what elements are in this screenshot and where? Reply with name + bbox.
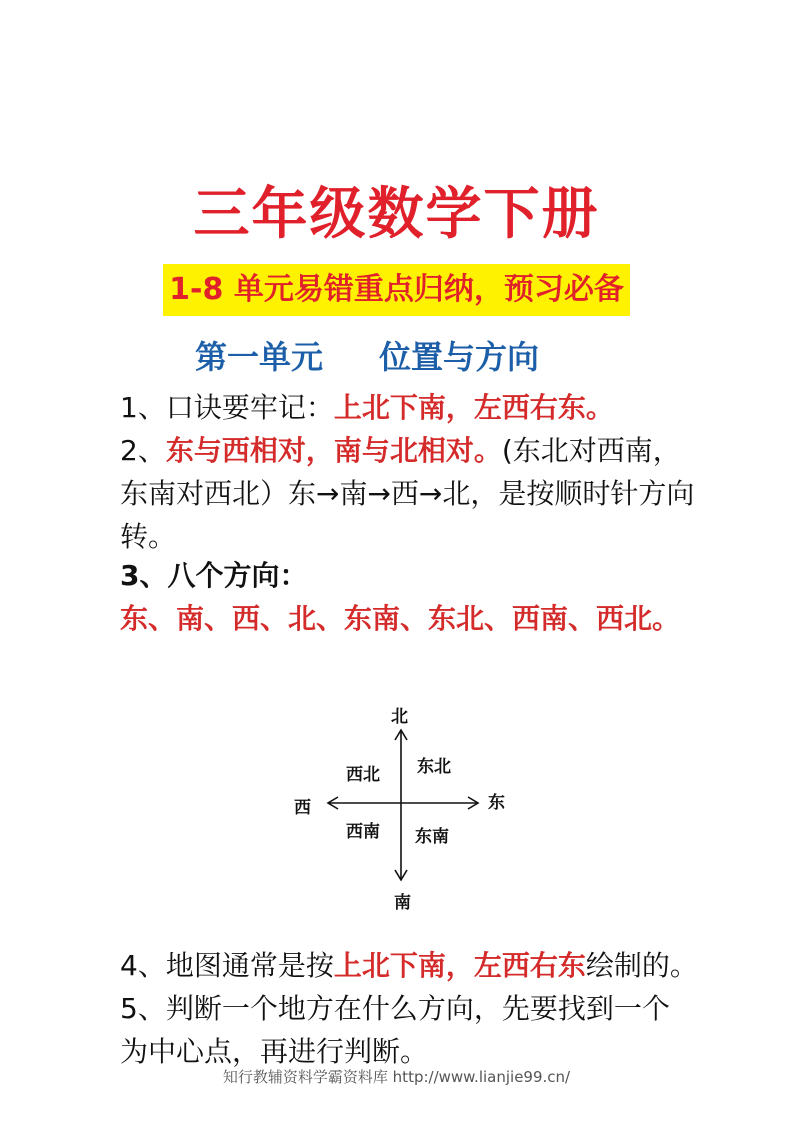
compass-arrows [288, 700, 518, 910]
item-4-prefix: 4、地图通常是按 [120, 949, 334, 982]
item-5: 5、判断一个地方在什么方向，先要找到一个为中心点，再进行判断。 [120, 992, 670, 1068]
item-1-prefix: 1、口诀要牢记： [120, 391, 334, 424]
label-south: 南 [394, 893, 411, 913]
item-4-suffix: 绘制的。 [585, 949, 698, 982]
compass-diagram [288, 700, 518, 913]
item-2-highlight: 东与西相对，南与北相对。 [165, 434, 502, 467]
label-northwest: 西北 [346, 765, 380, 785]
label-north: 北 [391, 707, 408, 727]
item-3-heading: 3、八个方向： [120, 559, 308, 592]
label-southwest: 西南 [346, 822, 380, 842]
item-3-list: 东、南、西、北、东南、东北、西南、西北。 [120, 602, 681, 635]
highlighted-subtitle: 1-8 单元易错重点归纳，预习必备 [163, 264, 630, 316]
item-2-prefix: 2、 [120, 434, 166, 467]
item-1 [120, 386, 695, 429]
item-2 [120, 429, 695, 558]
unit-topic: 位置与方向 [379, 338, 540, 376]
item-2-rest: (东北对西南，东南对西北）东→南→西→北，是按顺时针方向转。 [120, 434, 695, 553]
label-southeast: 东南 [415, 827, 449, 847]
page-title: 三年级数学下册 [193, 182, 600, 247]
label-northeast: 东北 [417, 757, 451, 777]
footer-watermark: 知行教辅资料学霸资料库 http://www.lianjie99.cn/ [222, 1068, 571, 1086]
item-1-highlight: 上北下南，左西右东。 [333, 391, 614, 424]
item-4-highlight: 上北下南，左西右东 [333, 949, 586, 982]
label-west: 西 [294, 798, 311, 818]
label-east: 东 [488, 793, 505, 813]
unit-label: 第一单元 [195, 338, 324, 376]
item-4 [120, 944, 720, 987]
unit-heading [195, 332, 539, 378]
